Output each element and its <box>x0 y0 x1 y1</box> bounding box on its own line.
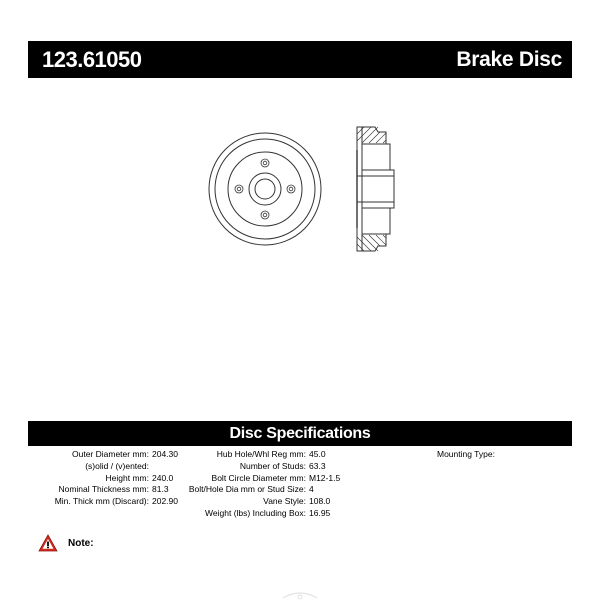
spec-label: Min. Thick mm (Discard): <box>54 496 149 507</box>
note-label: Note: <box>68 537 94 549</box>
spec-value: 16.95 <box>309 507 331 518</box>
spec-label: Bolt Circle Diameter mm: <box>211 472 306 483</box>
spec-label: Nominal Thickness mm: <box>58 484 149 495</box>
spec-label: Outer Diameter mm: <box>72 449 149 459</box>
spec-label: Hub Hole/Whl Reg mm: <box>216 449 306 459</box>
spec-value: 63.3 <box>309 460 326 471</box>
spec-label: Number of Studs: <box>239 460 306 471</box>
spec-value: 81.3 <box>152 484 169 495</box>
spec-label: Height mm: <box>105 472 149 483</box>
spec-label: (s)olid / (v)ented: <box>85 460 149 471</box>
spec-label: Vane Style: <box>263 496 306 507</box>
product-type: Brake Disc <box>456 47 562 71</box>
spec-value: 108.0 <box>309 496 331 507</box>
spec-label: Bolt/Hole Dia mm or Stud Size: <box>188 484 306 495</box>
spec-label: Weight (lbs) Including Box: <box>205 507 306 518</box>
spec-value: 202.90 <box>152 496 178 507</box>
spec-value: 240.0 <box>152 472 174 483</box>
spec-value: 204.30 <box>152 449 178 459</box>
spec-value: 45.0 <box>309 449 326 459</box>
spec-value: 4 <box>309 484 314 495</box>
specifications-title: Disc Specifications <box>229 424 371 442</box>
part-number: 123.61050 <box>42 46 142 72</box>
spec-label: Mounting Type: <box>437 449 495 459</box>
spec-value: M12-1.5 <box>309 472 341 483</box>
